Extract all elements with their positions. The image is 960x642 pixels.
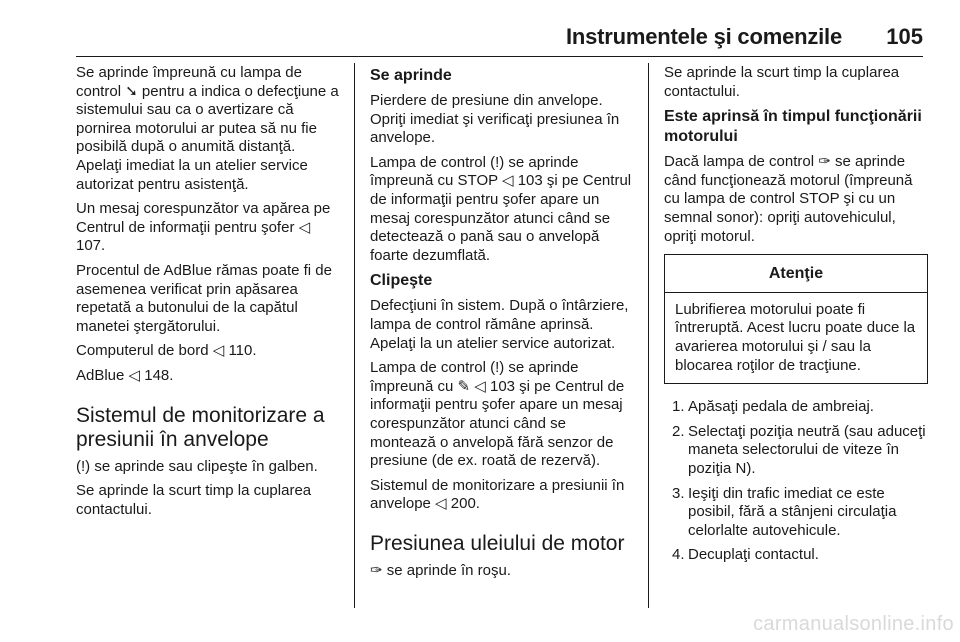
- subsection-heading: Clipeşte: [370, 272, 433, 290]
- subsection-heading: Este aprinsă în timpul funcţionării motorului: [664, 108, 922, 146]
- list-number: 2.: [672, 422, 685, 440]
- steps-list: [664, 398, 928, 565]
- paragraph: ✑ se aprinde în roşu.: [370, 561, 511, 579]
- column-divider: [648, 63, 649, 608]
- paragraph: Dacă lampa de control ✑ se aprinde când funcţionează motorul (împreună cu lampa de control STOP şi cu un semnal sonor): opriţi autovehiculul, opriţi motorul.: [664, 153, 913, 245]
- column-2: [370, 64, 634, 586]
- paragraph: Un mesaj corespunzător va apărea pe Centrul de informaţii pentru şofer ◁ 107.: [76, 200, 331, 255]
- column-divider: [354, 63, 355, 608]
- list-number: 1.: [672, 398, 685, 416]
- paragraph: Se aprinde la scurt timp la cuplarea contactului.: [664, 64, 900, 100]
- watermark: carmanualsonline.info: [753, 613, 954, 635]
- warning-body: Lubrifierea motorului poate fi întreruptă. Acest lucru poate duce la avarierea motorului şi / sau la blocarea roţilor de tracţiune.: [675, 300, 916, 374]
- list-number: 4.: [672, 546, 685, 564]
- paragraph: Procentul de AdBlue rămas poate fi de asemenea verificat prin apăsarea repetată a butonului de la capătul manetei ştergătorului.: [76, 261, 332, 335]
- list-item: [664, 398, 928, 417]
- paragraph: Sistemul de monitorizare a presiunii în anvelope ◁ 200.: [370, 476, 625, 513]
- section-heading: Presiunea uleiului de motor: [370, 531, 625, 555]
- paragraph: AdBlue ◁ 148.: [76, 366, 174, 384]
- paragraph: (!) se aprinde sau clipeşte în galben.: [76, 457, 318, 475]
- list-text: Apăsaţi pedala de ambreiaj.: [688, 398, 874, 416]
- page-number: 105: [886, 24, 923, 49]
- paragraph: Se aprinde împreună cu lampa de control ➘ pentru a indica o defecţiune a sistemului sau ca o avertizare că pornirea motorului ar putea să nu fie posibilă după o anumită distanţă. Apelaţi imediat la un atelier service autorizat pentru asistenţă.: [76, 64, 339, 193]
- paragraph: Defecţiuni în sistem. După o întârziere, lampa de control rămâne aprinsă. Apelaţi la un atelier service autorizat.: [370, 297, 629, 352]
- header-divider: [76, 56, 923, 57]
- column-3: [664, 64, 928, 571]
- paragraph: Computerul de bord ◁ 110.: [76, 342, 257, 360]
- subsection-heading: Se aprinde: [370, 67, 452, 84]
- list-text: Ieşiţi din trafic imediat ce este posibil, fără a stânjeni circulaţia celorlalte autovehicule.: [688, 484, 897, 539]
- paragraph: Se aprinde la scurt timp la cuplarea contactului.: [76, 482, 312, 518]
- list-text: Selectaţi poziţia neutră (sau aduceţi maneta selectorului de viteze în poziţia N).: [688, 422, 926, 477]
- list-item: [664, 485, 928, 541]
- list-item: [664, 423, 928, 479]
- section-title: Instrumentele şi comenzile: [566, 24, 842, 49]
- list-text: Decuplaţi contactul.: [688, 546, 819, 564]
- list-item: [664, 546, 928, 565]
- warning-box: [664, 254, 928, 384]
- page-header: [0, 0, 960, 60]
- paragraph: Lampa de control (!) se aprinde împreună cu STOP ◁ 103 şi pe Centrul de informaţii pentru şofer apare un mesaj corespunzător atunci când se detectează o pană sau o anvelopă foarte dezumflată.: [370, 153, 632, 264]
- column-1: [76, 64, 340, 525]
- warning-title: Atenţie: [665, 255, 927, 293]
- paragraph: Lampa de control (!) se aprinde împreună cu ✎ ◁ 103 şi pe Centrul de informaţii pentru şofer apare un mesaj corespunzător atunci când se montează o anvelopă fără senzor de presiune (de ex. roată de rezervă).: [370, 359, 625, 470]
- list-number: 3.: [672, 484, 685, 502]
- paragraph: Pierdere de presiune din anvelope. Opriţi imediat şi verificaţi presiunea în anvelope.: [370, 92, 620, 147]
- section-heading: Sistemul de monitorizare a presiunii în anvelope: [76, 403, 325, 451]
